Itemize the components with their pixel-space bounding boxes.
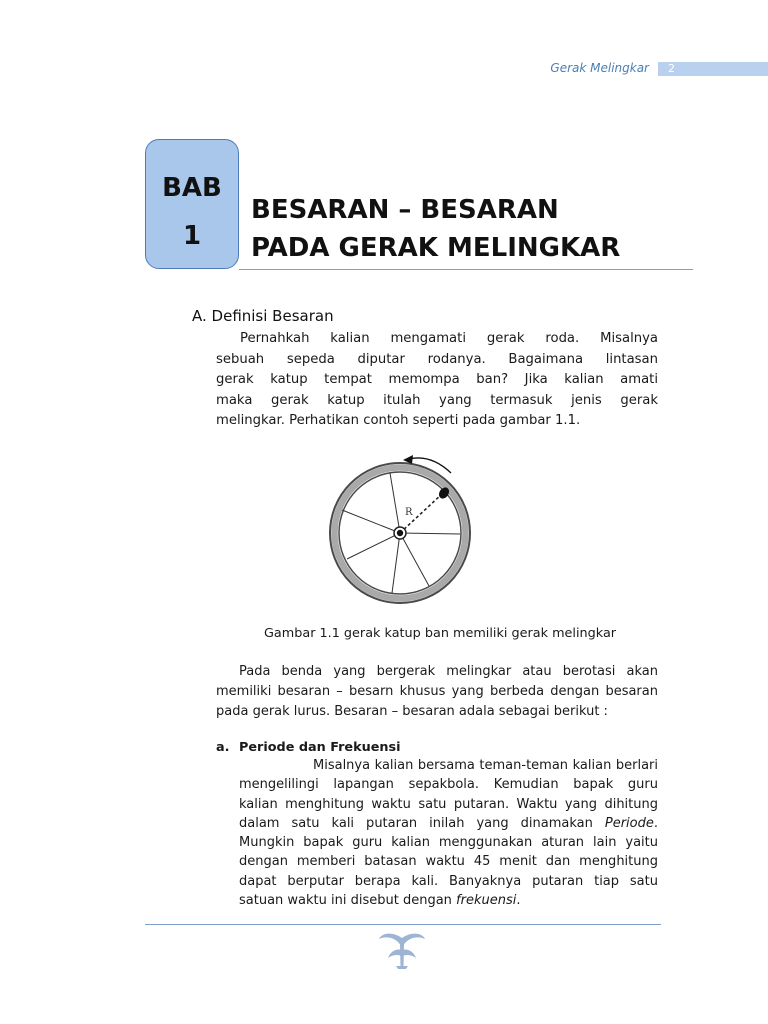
paragraph-line: pada gerak lurus. Besaran – besaran adala sebagai berikut : <box>216 704 608 719</box>
paragraph-line: kalian menghitung waktu satu putaran. Waktu yang dihitung <box>239 796 658 812</box>
paragraph-line: Pada benda yang bergerak melingkar atau berotasi akan <box>239 664 658 679</box>
paragraph-line <box>239 814 658 833</box>
intro-paragraph <box>216 662 658 722</box>
paragraph-line <box>239 891 658 910</box>
radius-label: R <box>405 507 413 518</box>
paragraph-line: Misalnya kalian bersama teman-teman kalian berlari <box>313 758 658 773</box>
paragraph-line: dapat berputar berapa kali. Banyaknya putaran tiap satu <box>239 873 658 889</box>
paragraph-line: Mungkin bapak guru kalian menggunakan aturan lain yaitu <box>239 835 658 851</box>
paragraph-line: dengan memberi batasan waktu 45 menit dan menghitung <box>239 854 658 870</box>
wheel-figure <box>318 446 484 616</box>
chapter-label: BAB <box>162 173 222 203</box>
line-text: dalam satu kali putaran inilah yang dinamakan <box>239 815 605 831</box>
subsection-marker: a. <box>216 740 230 755</box>
paragraph-line: gerak katup tempat memompa ban? Jika kalian amati <box>216 372 658 387</box>
chapter-title <box>251 191 620 267</box>
footer-rule <box>145 924 661 925</box>
section-heading: A. Definisi Besaran <box>192 307 334 325</box>
chapter-number: 1 <box>182 221 202 251</box>
chapter-title-rule <box>239 269 693 270</box>
wheel-icon <box>330 463 470 603</box>
running-title: Gerak Melingkar <box>550 61 649 75</box>
paragraph-line: melingkar. Perhatikan contoh seperti pada gambar 1.1. <box>216 413 581 428</box>
line-punctuation: . <box>516 893 521 909</box>
chapter-title-line-1: BESARAN – BESARAN <box>251 195 559 225</box>
paragraph-line: maka gerak katup itulah yang termasuk jenis gerak <box>216 392 658 408</box>
line-text: satuan waktu ini disebut dengan <box>239 893 457 909</box>
subsection-heading: Periode dan Frekuensi <box>239 740 401 755</box>
subsection-paragraph <box>239 756 658 910</box>
paragraph-line: sebuah sepeda diputar rodanya. Bagaimana lintasan <box>216 351 658 367</box>
paragraph-line: Pernahkah kalian mengamati gerak roda. Misalnya <box>240 331 658 346</box>
fleuron-ornament-icon <box>376 930 428 970</box>
figure-caption: Gambar 1.1 gerak katup ban memiliki gerak melingkar <box>264 626 617 641</box>
line-punctuation: . <box>653 815 658 831</box>
page-number: 2 <box>668 62 675 75</box>
paragraph-line: memiliki besaran – besarn khusus yang berbeda dengan besaran <box>216 684 658 699</box>
chapter-title-line-2: PADA GERAK MELINGKAR <box>251 233 621 263</box>
term-periode: Periode <box>604 815 654 831</box>
section-paragraph <box>216 329 658 432</box>
term-frekuensi: frekuensi <box>456 893 517 909</box>
paragraph-line: mengelilingi lapangan sepakbola. Kemudian bapak guru <box>239 777 658 793</box>
